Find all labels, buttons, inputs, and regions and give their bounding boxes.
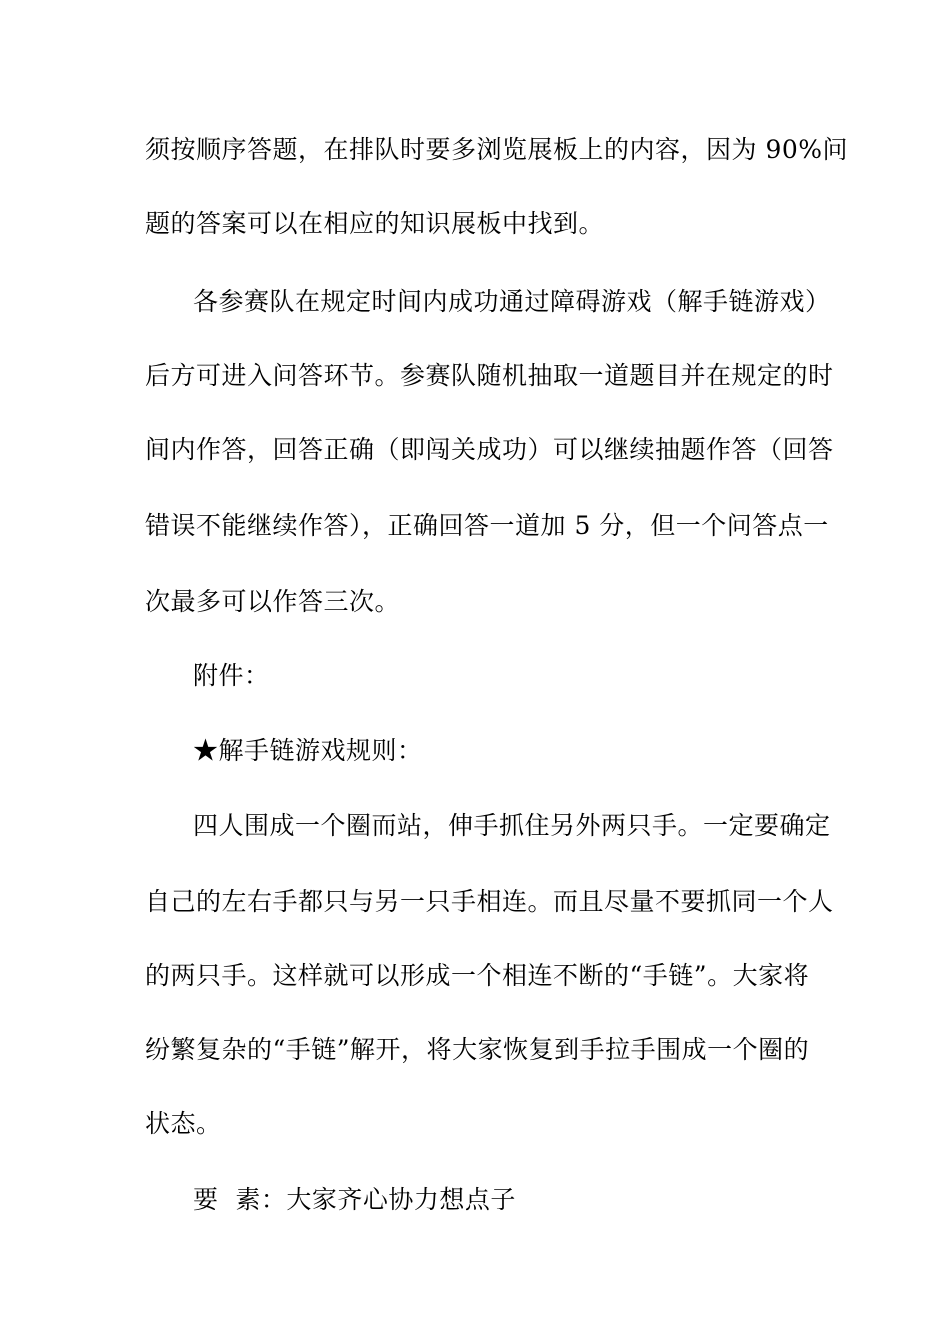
text-line: 次最多可以作答三次。 (145, 587, 401, 616)
paragraph-start-line: 各参赛队在规定时间内成功通过障碍游戏（解手链游戏） (193, 287, 831, 316)
text-line: 错误不能继续作答），正确回答一道加 5 分，但一个问答点一 (145, 511, 829, 540)
elements-line: 要 素：大家齐心协力想点子 (193, 1185, 516, 1214)
paragraph-start-line: 四人围成一个圈而站，伸手抓住另外两只手。一定要确定 (193, 811, 831, 840)
text-line: 纷繁复杂的“手链”解开，将大家恢复到手拉手围成一个圈的 (145, 1035, 810, 1064)
text-line: 间内作答，回答正确（即闯关成功）可以继续抽题作答（回答 (145, 435, 834, 464)
rules-heading: ★解手链游戏规则： (193, 736, 423, 765)
text-line: 自己的左右手都只与另一只手相连。而且尽量不要抓同一个人 (145, 887, 834, 916)
text-line: 的两只手。这样就可以形成一个相连不断的“手链”。大家将 (145, 961, 810, 990)
attachment-heading: 附件： (193, 661, 270, 690)
text-line: 须按顺序答题，在排队时要多浏览展板上的内容，因为 90%问 (145, 135, 849, 164)
text-line: 后方可进入问答环节。参赛队随机抽取一道题目并在规定的时 (145, 361, 834, 390)
text-line: 题的答案可以在相应的知识展板中找到。 (145, 209, 605, 238)
text-line: 状态。 (145, 1109, 222, 1138)
